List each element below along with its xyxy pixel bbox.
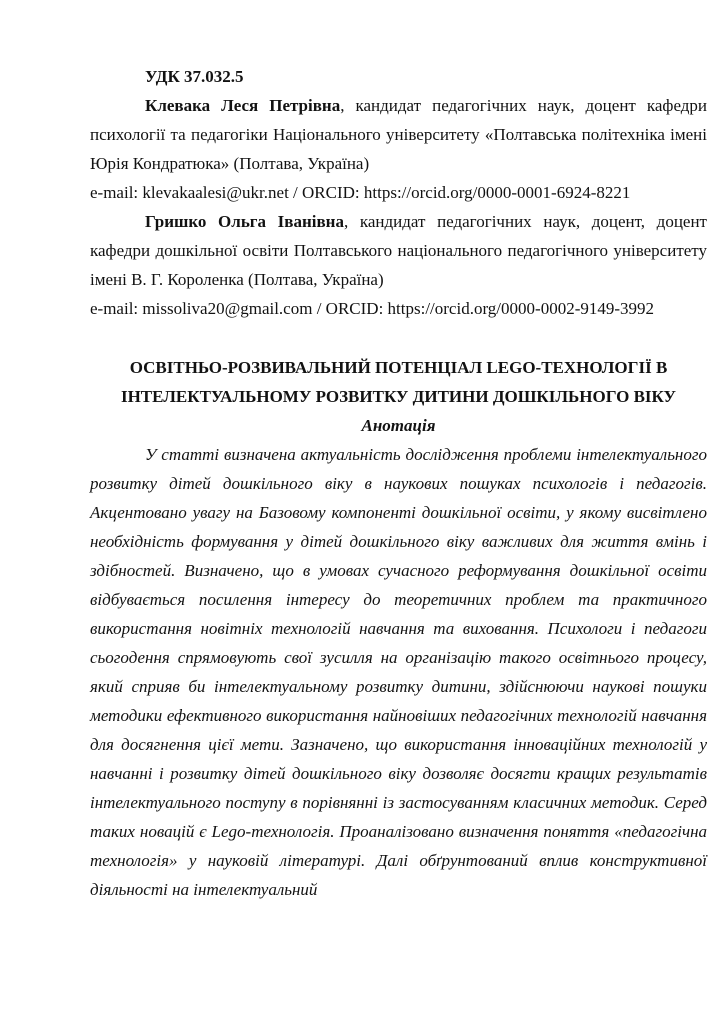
udc-code: УДК 37.032.5	[145, 67, 244, 86]
author-1-name: Клевака Леся Петрівна	[145, 96, 341, 115]
author-block-1	[90, 91, 707, 178]
author-1-contact: e-mail: klevakaalesi@ukr.net / ORCID: https://orcid.org/0000-0001-6924-8221	[90, 183, 631, 202]
author-1-details: , кандидат педагогічних наук, доцент кафедри психології та педагогіки Національного університету «Полтавська політехніка імені Юрія Кондратюка» (Полтава, Україна)	[90, 96, 708, 173]
author-2-name: Гришко Ольга Іванівна	[145, 212, 344, 231]
abstract-heading: Анотація	[361, 416, 436, 435]
author-2-details: , кандидат педагогічних наук, доцент, доцент кафедри дошкільної освіти Полтавського національного педагогічного університету імені В. Г. Короленка (Полтава, Україна)	[90, 212, 707, 289]
author-block-2	[90, 207, 707, 294]
author-2-contact: e-mail: missoliva20@gmail.com / ORCID: https://orcid.org/0000-0002-9149-3992	[90, 299, 655, 318]
abstract-paragraph: У статті визначена актуальність дослідження проблеми інтелектуального розвитку дітей дошкільного віку в наукових пошуках психологів і педагогів. Акцентовано увагу на Базовому компоненті дошкільної освіти, у якому висвітлено необхідність формування у дітей дошкільного віку важливих для життя вмінь і здібностей. Визначено, що в умовах сучасного реформування дошкільної освіти відбувається посилення інтересу до теоретичних проблем та практичного використання новітніх технологій навчання та виховання. Психологи і педагоги сьогодення спрямовують свої зусилля на організацію такого освітнього процесу, який сприяв би інтелектуальному розвитку дитини, здійснюючи наукові пошуки методики ефективного використання найновіших педагогічних технологій навчання для досягнення цієї мети. Зазначено, що використання інноваційних технологій у навчанні і розвитку дітей дошкільного віку дозволяє досягти кращих результатів інтелектуального поступу в порівнянні із застосуванням класичних методик. Серед таких новацій є Lego-технологія. Проаналізовано визначення поняття «педагогічна технологія» у науковій літературі. Далі обґрунтований вплив конструктивної діяльності на інтелектуальний	[90, 445, 707, 899]
article-title: ОСВІТНЬО-РОЗВИВАЛЬНИЙ ПОТЕНЦІАЛ LEGO-ТЕХНОЛОГІЇ В ІНТЕЛЕКТУАЛЬНОМУ РОЗВИТКУ ДИТИНИ ДОШКІЛЬНОГО ВІКУ	[120, 358, 677, 406]
